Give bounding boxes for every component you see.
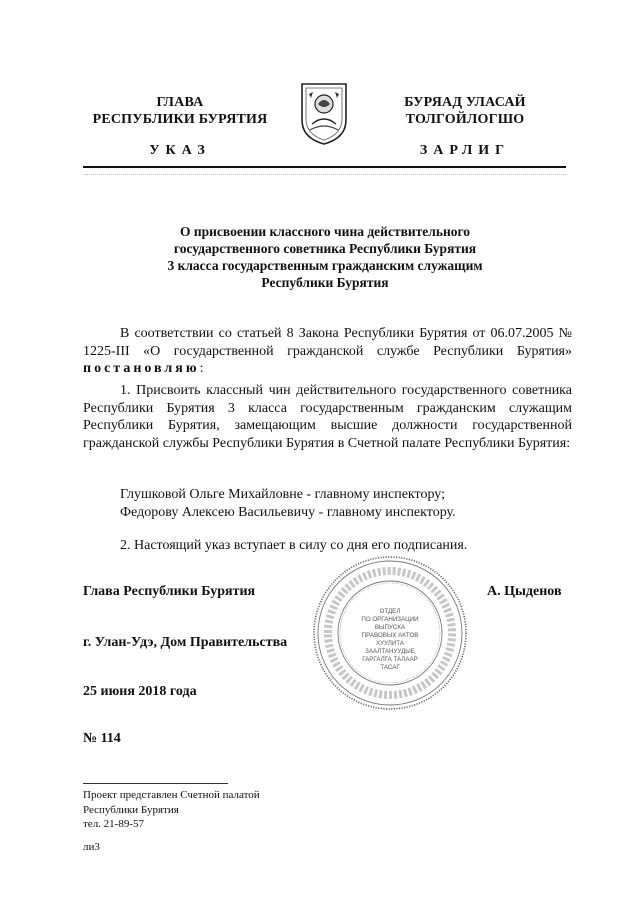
clause-1-text: 1. Присвоить классный чин действительного государственного советника Республики Бурятия 3 класса государственным гражданским служащим Республики Бурятия, замещающим высшие должности государственной гражданской службы Республики Бурятия в Счетной палате Республики Бурятия:: [83, 383, 572, 451]
svg-text:ГАРГАЛГА ТАЛААР: ГАРГАЛГА ТАЛААР: [362, 656, 418, 663]
header-left-line1: ГЛАВА: [156, 95, 204, 110]
svg-text:ВЫПУСКА: ВЫПУСКА: [374, 624, 406, 631]
svg-text:ТАСАГ: ТАСАГ: [380, 664, 400, 671]
footer-line: Республики Бурятия: [83, 803, 179, 816]
header-dotted-rule: [83, 174, 566, 175]
signatory-name: А. Цыденов: [487, 584, 562, 599]
svg-text:ПО ОРГАНИЗАЦИИ: ПО ОРГАНИЗАЦИИ: [361, 616, 419, 623]
header-left: [80, 94, 280, 128]
title-line: 3 класса государственным гражданским служащим: [167, 258, 483, 273]
preamble-colon: :: [199, 361, 204, 376]
clause-1-paragraph: [83, 382, 572, 452]
decree-number: № 114: [83, 731, 121, 746]
footer-code: ли3: [83, 841, 100, 853]
preamble-text: В соответствии со статьей 8 Закона Республики Бурятия от 06.07.2005 № 1225-III «О государственной гражданской службе Республики Бурятия»: [83, 326, 572, 359]
svg-text:ХУУЛИТА: ХУУЛИТА: [376, 640, 404, 647]
title-line: О присвоении классного чина действительного: [179, 224, 471, 239]
footer-rule: [83, 783, 228, 784]
appointee-item: Глушковой Ольге Михайловне - главному инспектору;: [120, 487, 445, 502]
footer-note: [83, 788, 260, 832]
preamble-keyword: постановляю: [83, 361, 200, 376]
coat-of-arms-icon: [296, 80, 352, 146]
header-right-line2: ТОЛГОЙЛОГШО: [405, 112, 525, 127]
title-line: государственного советника Республики Бурятия: [173, 241, 477, 256]
title-line: Республики Бурятия: [261, 275, 389, 290]
footer-line: Проект представлен Счетной палатой: [83, 789, 260, 801]
doc-kind-left: УКАЗ: [149, 143, 211, 158]
signing-place: г. Улан-Удэ, Дом Правительства: [83, 635, 288, 650]
doc-kind-right: ЗАРЛИГ: [419, 143, 511, 158]
svg-text:ПРАВОВЫХ АКТОВ: ПРАВОВЫХ АКТОВ: [361, 632, 419, 639]
svg-text:ЗААЛТАНУУДЫЕ: ЗААЛТАНУУДЫЕ: [365, 648, 415, 655]
header-right-line1: БУРЯАД УЛАСАЙ: [404, 95, 526, 110]
header-rule: [83, 166, 566, 168]
signing-date: 25 июня 2018 года: [83, 684, 197, 699]
footer-line: тел. 21-89-57: [83, 818, 145, 830]
header-left-line2: РЕСПУБЛИКИ БУРЯТИЯ: [92, 112, 268, 127]
svg-text:ОТДЕЛ: ОТДЕЛ: [379, 608, 401, 615]
clause-2-paragraph: 2. Настоящий указ вступает в силу со дня его подписания.: [120, 538, 468, 553]
appointee-list: [120, 486, 456, 522]
official-seal: [310, 553, 470, 713]
header-right: [365, 94, 565, 128]
appointee-item: Федорову Алексею Васильевичу - главному инспектору.: [120, 505, 456, 520]
preamble-paragraph: [83, 325, 572, 378]
decree-title: [90, 223, 560, 291]
signatory-title: Глава Республики Бурятия: [83, 584, 256, 599]
